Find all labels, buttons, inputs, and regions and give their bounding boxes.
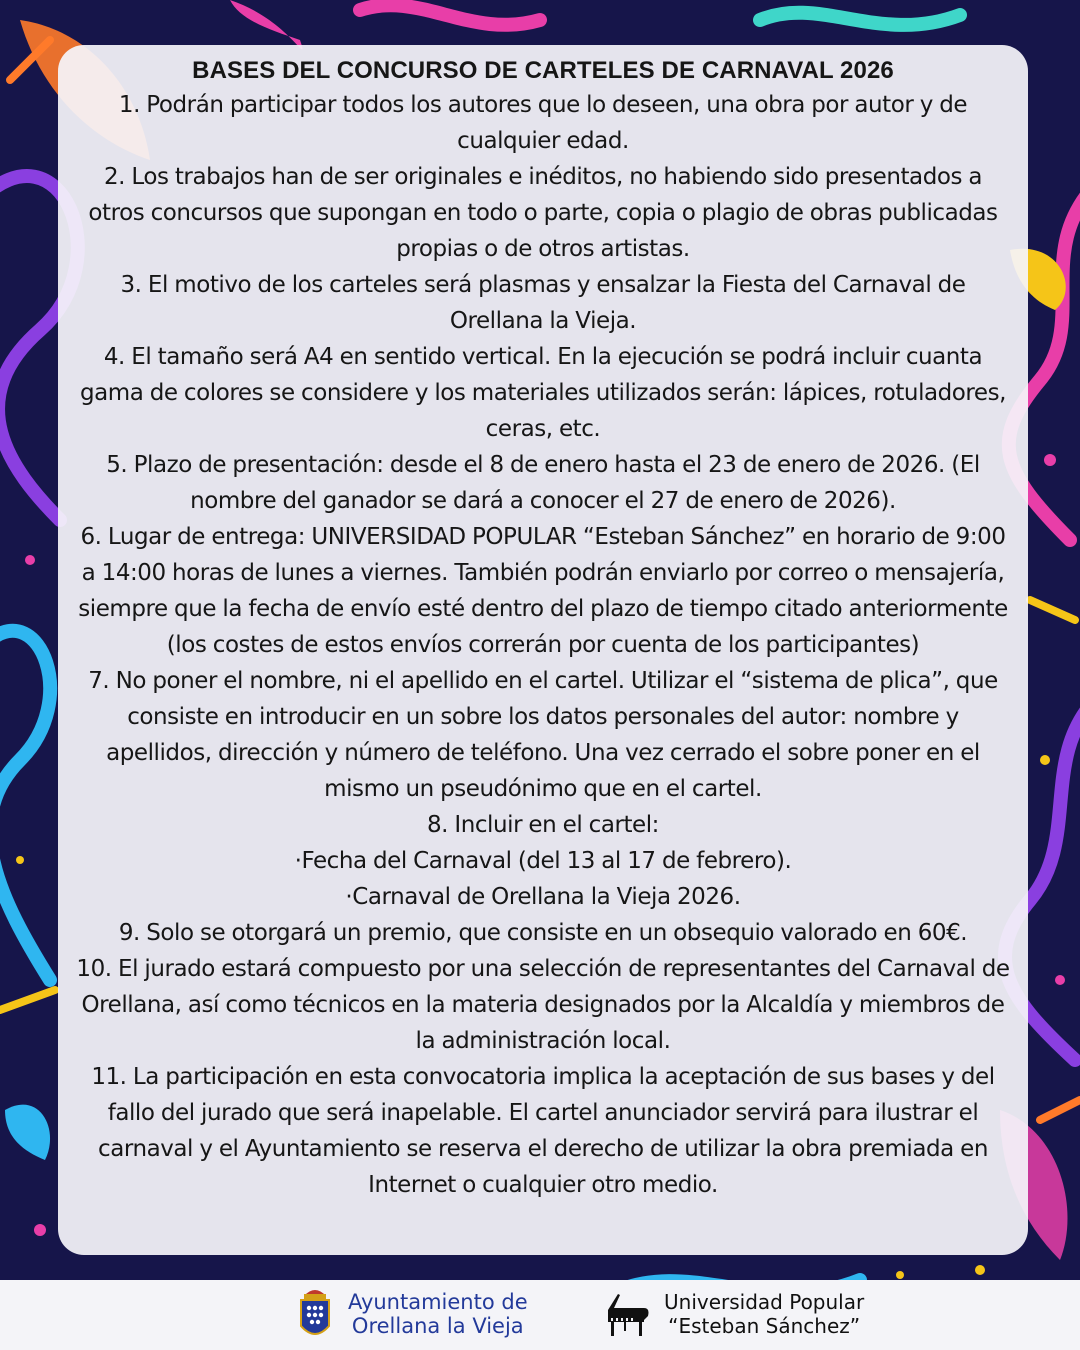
rule-4: 4. El tamaño será A4 en sentido vertical. En la ejecución se podrá incluir cuanta gama de colores se considere y los materiales utilizados serán: lápices, rotuladores, ceras, etc. (79, 344, 1007, 442)
rule-10: 10. El jurado estará compuesto por una selección de representantes del Carnaval de Orellana, así como técnicos en la materia designados por la Alcaldía y miembros de la administración local. (76, 956, 1010, 1054)
coat-of-arms-icon (296, 1284, 334, 1344)
rule-1: 1. Podrán participar todos los autores que lo deseen, una obra por autor y de cualquier edad. (118, 92, 968, 154)
ayuntamiento-line1: Ayuntamiento de (348, 1290, 528, 1314)
universidad-line2: “Esteban Sánchez” (668, 1314, 861, 1338)
rule-11: 11. La participación en esta convocatoria implica la aceptación de sus bases y del fallo del jurado que será inapelable. El cartel anunciador servirá para ilustrar el carnaval y el Ayuntamiento se reserva el derecho de utilizar la obra premiada en Internet o cualquier otro medio. (91, 1064, 995, 1198)
rule-6: 6. Lugar de entrega: UNIVERSIDAD POPULAR “Esteban Sánchez” en horario de 9:00 a 14:00 horas de lunes a viernes. También podrán enviarlo por correo o mensajería, siempre que la fecha de envío esté dentro del plazo de tiempo citado anteriormente (los costes de estos envíos correrán por cuenta de los participantes) (78, 524, 1008, 658)
rules-card (58, 45, 1028, 1255)
rule-3: 3. El motivo de los carteles será plasmas y ensalzar la Fiesta del Carnaval de Orellana la Vieja. (120, 272, 966, 334)
rule-8-item-date: ·Fecha del Carnaval (del 13 al 17 de febrero). (294, 848, 792, 874)
rule-2: 2. Los trabajos han de ser originales e inéditos, no habiendo sido presentados a otros concursos que supongan en todo o parte, copia o plagio de obras publicadas propias o de otros artistas. (88, 164, 998, 262)
grand-piano-icon (604, 1290, 650, 1338)
rule-5: 5. Plazo de presentación: desde el 8 de enero hasta el 23 de enero de 2026. (El nombre del ganador se dará a conocer el 27 de enero de 2026). (106, 452, 980, 514)
universidad-logo (604, 1290, 864, 1338)
rule-8-item-name: ·Carnaval de Orellana la Vieja 2026. (345, 884, 741, 910)
rule-8: 8. Incluir en el cartel: (427, 812, 659, 838)
ayuntamiento-logo (296, 1284, 528, 1344)
rules-list (74, 87, 1012, 1203)
universidad-line1: Universidad Popular (664, 1290, 865, 1314)
sponsor-footer (0, 1280, 1080, 1350)
rule-9: 9. Solo se otorgará un premio, que consiste en un obsequio valorado en 60€. (118, 920, 968, 946)
rule-7: 7. No poner el nombre, ni el apellido en el cartel. Utilizar el “sistema de plica”, que consiste en introducir en un sobre los datos personales del autor: nombre y apellidos, dirección y número de teléfono. Una vez cerrado el sobre poner en el mismo un pseudónimo que en el cartel. (88, 668, 998, 802)
page-title: BASES DEL CONCURSO DE CARTELES DE CARNAVAL 2026 (192, 57, 894, 84)
ayuntamiento-line2: Orellana la Vieja (351, 1314, 524, 1338)
